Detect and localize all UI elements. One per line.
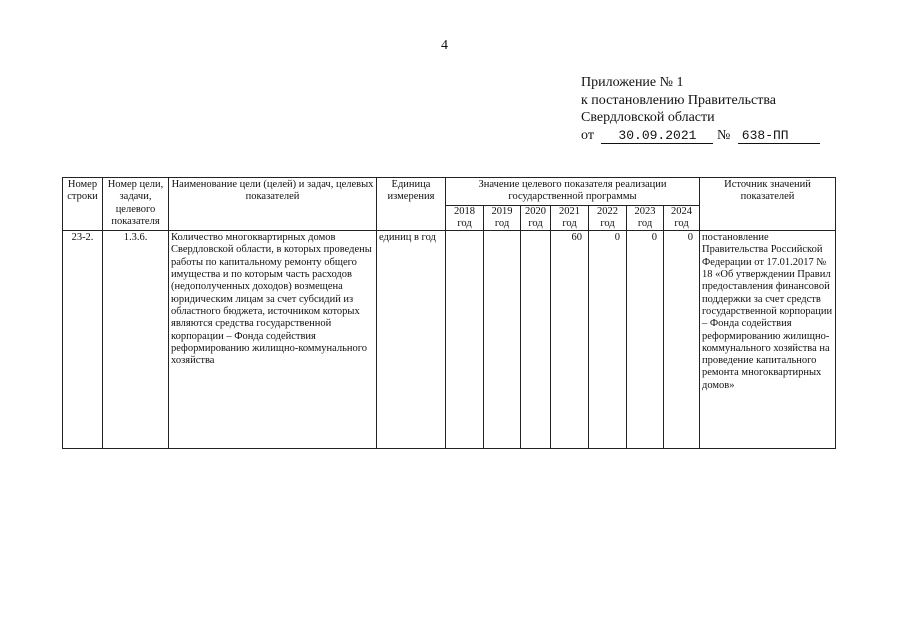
resolution-date: 30.09.2021 bbox=[601, 128, 713, 144]
appendix-line-2: к постановлению Правительства bbox=[581, 92, 777, 108]
header-row-number: Номер строки bbox=[63, 178, 103, 231]
header-row-1 bbox=[63, 178, 836, 206]
appendix-block bbox=[581, 74, 820, 144]
table-row bbox=[63, 231, 836, 449]
indicators-table bbox=[62, 177, 836, 449]
appendix-title: Приложение № 1 bbox=[581, 75, 684, 90]
cell-value-2022: 0 bbox=[589, 231, 627, 449]
cell-value-2024: 0 bbox=[664, 231, 700, 449]
page-number: 4 bbox=[441, 38, 448, 53]
appendix-date-line bbox=[581, 127, 820, 145]
header-name: Наименование цели (целей) и задач, целевых показателей bbox=[169, 178, 377, 231]
cell-goal-number: 1.3.6. bbox=[103, 231, 169, 449]
cell-value-2018 bbox=[446, 231, 484, 449]
cell-value-2019 bbox=[484, 231, 521, 449]
cell-row-number: 23-2. bbox=[63, 231, 103, 449]
header-unit: Единица измерения bbox=[377, 178, 446, 231]
header-year: 2019 год bbox=[484, 205, 521, 231]
resolution-number: 638-ПП bbox=[738, 128, 820, 144]
number-label: № bbox=[716, 127, 731, 143]
header-year: 2020 год bbox=[521, 205, 551, 231]
header-source: Источник значений показателей bbox=[700, 178, 836, 231]
header-year: 2024 год bbox=[664, 205, 700, 231]
cell-source: постановление Правительства Российской Федерации от 17.01.2017 № 18 «Об утверждении Правил предоставления финансовой поддержки за счет средств государственной корпорации – Фонда содействия реформированию жилищно-коммунального хозяйства на проведение капитального ремонта многоквартирных домов» bbox=[700, 231, 836, 449]
header-goal-number: Номер цели, задачи, целевого показателя bbox=[103, 178, 169, 231]
cell-unit: единиц в год bbox=[377, 231, 446, 449]
header-year: 2021 год bbox=[551, 205, 589, 231]
from-label: от bbox=[581, 127, 594, 143]
header-year: 2018 год bbox=[446, 205, 484, 231]
header-year: 2022 год bbox=[589, 205, 627, 231]
cell-name: Количество многоквартирных домов Свердловской области, в которых проведены работы по капитальному ремонту общего имущества и по которым часть расходов (недополученных доходов) возмещена юридическим лицам за счет субсидий из областного бюджета, источником которых являются средства государственной корпорации – Фонда содействия реформированию жилищно-коммунального хозяйства bbox=[169, 231, 377, 449]
appendix-line-3: Свердловской области bbox=[581, 110, 715, 125]
header-values-group: Значение целевого показателя реализации государственной программы bbox=[446, 178, 700, 206]
header-year: 2023 год bbox=[627, 205, 664, 231]
cell-value-2020 bbox=[521, 231, 551, 449]
cell-value-2023: 0 bbox=[627, 231, 664, 449]
cell-value-2021: 60 bbox=[551, 231, 589, 449]
